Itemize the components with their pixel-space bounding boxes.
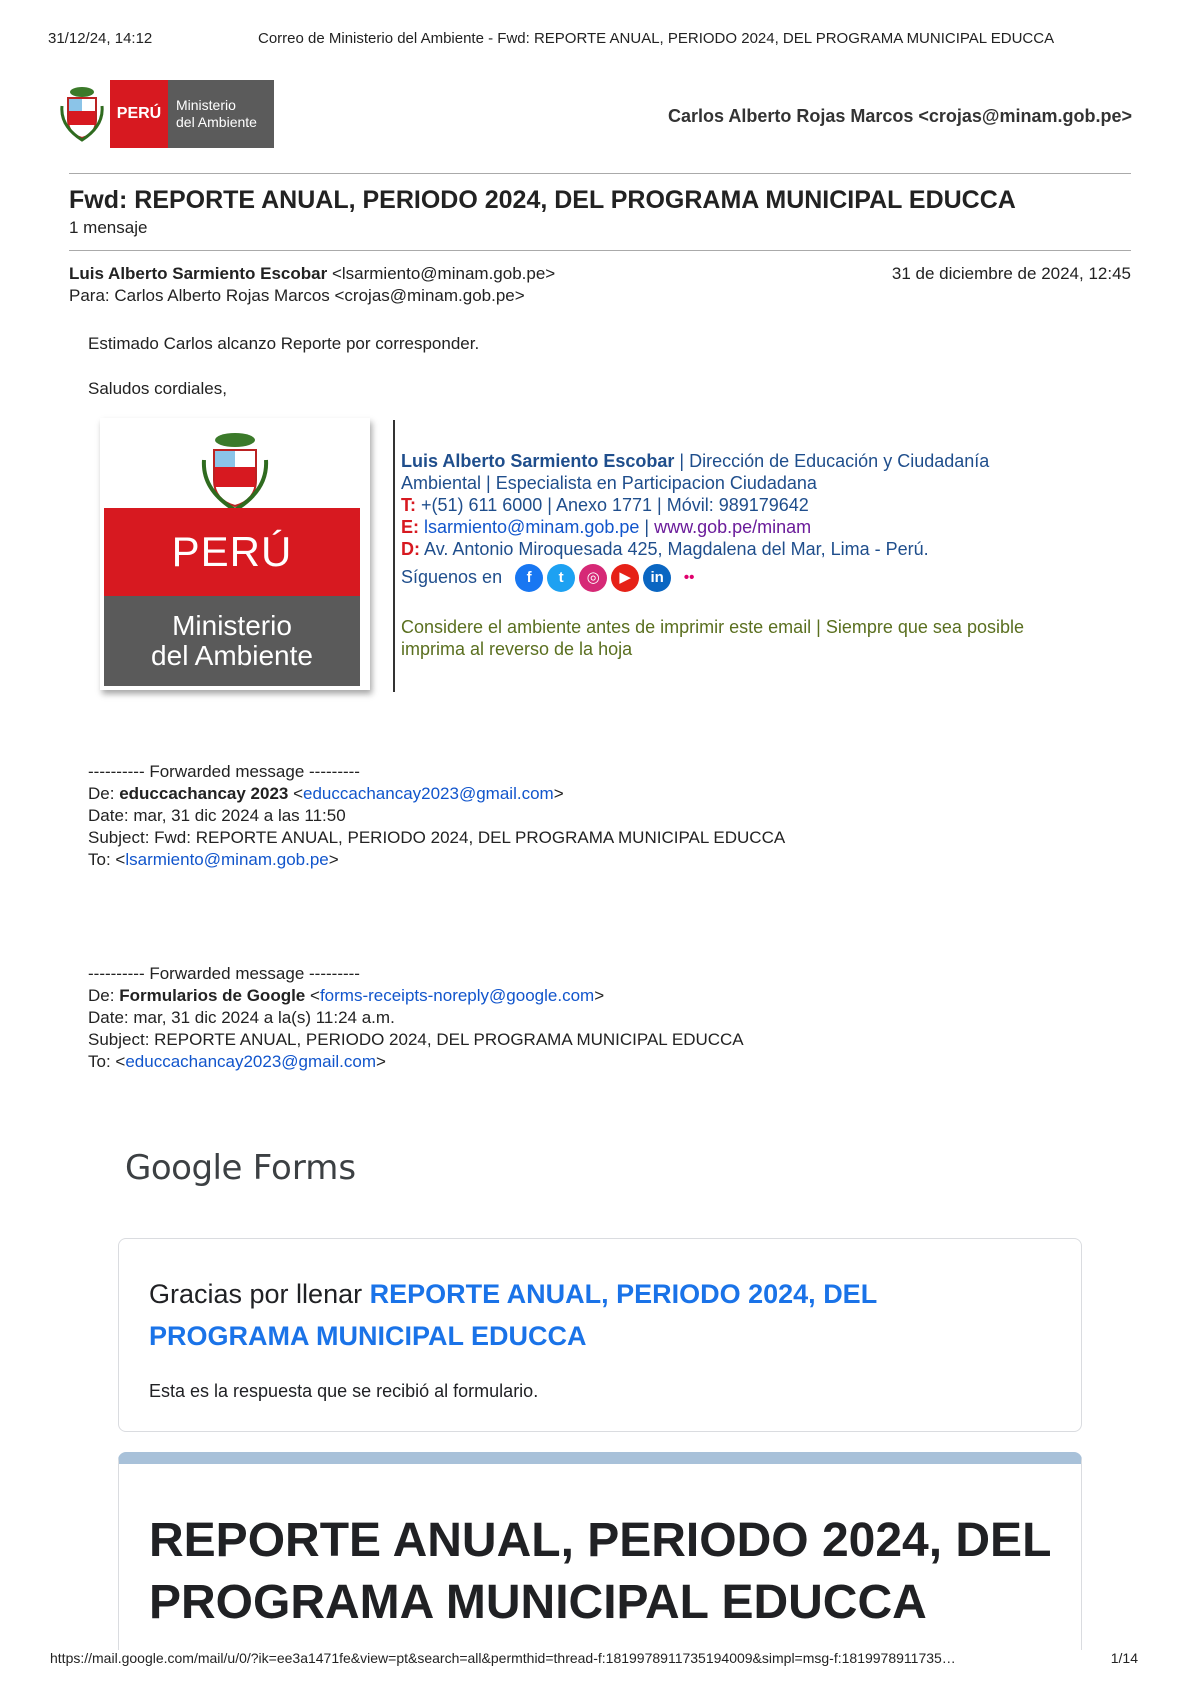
message-to: Para: Carlos Alberto Rojas Marcos <crojas@minam.gob.pe> bbox=[69, 286, 525, 305]
forward-date: Date: mar, 31 dic 2024 a las 11:50 bbox=[88, 806, 346, 825]
coat-of-arms-icon bbox=[60, 86, 104, 142]
sender-name: Luis Alberto Sarmiento Escobar bbox=[69, 264, 328, 283]
logo-peru: PERÚ bbox=[110, 80, 168, 148]
form-title-link[interactable]: REPORTE ANUAL, PERIODO 2024, DEL PROGRAMA MUNICIPAL EDUCCA bbox=[149, 1279, 877, 1351]
body-line: Saludos cordiales, bbox=[88, 379, 227, 398]
forward-to: To: <educcachancay2023@gmail.com> bbox=[88, 1052, 386, 1071]
flickr-icon[interactable]: •• bbox=[675, 564, 703, 592]
forward-date: Date: mar, 31 dic 2024 a la(s) 11:24 a.m. bbox=[88, 1008, 395, 1027]
signature-phone-line bbox=[401, 495, 809, 516]
message-count: 1 mensaje bbox=[69, 218, 148, 237]
instagram-icon[interactable]: ◎ bbox=[579, 564, 607, 592]
youtube-icon[interactable]: ▶ bbox=[611, 564, 639, 592]
print-footer bbox=[0, 1650, 1190, 1684]
signature-address: Av. Antonio Miroquesada 425, Magdalena del Mar, Lima - Perú. bbox=[420, 539, 929, 559]
forward-from: De: educcachancay 2023 <educcachancay2023@gmail.com> bbox=[88, 784, 564, 803]
signature-divider bbox=[393, 420, 395, 692]
forward-subject: Subject: Fwd: REPORTE ANUAL, PERIODO 2024, DEL PROGRAMA MUNICIPAL EDUCCA bbox=[88, 828, 786, 847]
signature-logo-line2: del Ambiente bbox=[151, 640, 313, 671]
to-label: To: bbox=[88, 1052, 116, 1071]
linkedin-icon[interactable]: in bbox=[643, 564, 671, 592]
logo-ministry bbox=[168, 80, 274, 148]
signature-name-line bbox=[401, 451, 989, 472]
signature-logo-peru: PERÚ bbox=[104, 508, 360, 596]
phone-label: T: bbox=[401, 495, 416, 515]
print-datetime: 31/12/24, 14:12 bbox=[48, 30, 153, 47]
logo-line1: Ministerio bbox=[176, 97, 236, 113]
thread-subject: Fwd: REPORTE ANUAL, PERIODO 2024, DEL PROGRAMA MUNICIPAL EDUCCA bbox=[69, 186, 1016, 214]
divider bbox=[69, 173, 1131, 174]
response-note: Esta es la respuesta que se recibió al formulario. bbox=[149, 1381, 539, 1401]
thanks-prefix: Gracias por llenar bbox=[149, 1279, 370, 1309]
address-label: D: bbox=[401, 539, 420, 559]
forward-sender-email[interactable]: educcachancay2023@gmail.com bbox=[303, 784, 554, 803]
signature-name: Luis Alberto Sarmiento Escobar bbox=[401, 451, 675, 471]
facebook-icon[interactable]: f bbox=[515, 564, 543, 592]
page-number: 1/14 bbox=[1110, 1650, 1138, 1666]
signature-role: | Dirección de Educación y Ciudadanía bbox=[674, 451, 990, 471]
email-label: E: bbox=[401, 517, 419, 537]
form-big-title: REPORTE ANUAL, PERIODO 2024, DEL PROGRAMA MUNICIPAL EDUCCA bbox=[149, 1514, 1051, 1629]
signature-email-link[interactable]: lsarmiento@minam.gob.pe bbox=[424, 517, 640, 537]
twitter-icon[interactable]: t bbox=[547, 564, 575, 592]
print-url: https://mail.google.com/mail/u/0/?ik=ee3a1471fe&view=pt&search=all&permthid=thread-f:1819978911735194009&simpl=msg-f:1819978911735… bbox=[50, 1650, 956, 1666]
eco-note-line2: imprima al reverso de la hoja bbox=[401, 639, 633, 659]
forward-to: To: <lsarmiento@minam.gob.pe> bbox=[88, 850, 339, 869]
signature-logo-line1: Ministerio bbox=[172, 610, 292, 641]
message-from bbox=[69, 264, 555, 284]
forms-wordmark: Forms bbox=[241, 1148, 357, 1188]
forward-recipient-email[interactable]: educcachancay2023@gmail.com bbox=[125, 1052, 377, 1071]
eco-note-line1: Considere el ambiente antes de imprimir este email | Siempre que sea posible bbox=[401, 617, 1024, 637]
forward-sender-name: Formularios de Google bbox=[119, 986, 306, 1005]
signature-social-line bbox=[401, 564, 707, 592]
logo-line2: del Ambiente bbox=[176, 114, 257, 130]
forward-header: ---------- Forwarded message --------- bbox=[88, 762, 360, 781]
ministry-logo bbox=[60, 80, 274, 148]
sender-email: <lsarmiento@minam.gob.pe> bbox=[331, 264, 556, 283]
signature-address-line bbox=[401, 539, 929, 560]
forms-thanks-card bbox=[118, 1238, 1082, 1432]
message-date: 31 de diciembre de 2024, 12:45 bbox=[891, 264, 1131, 283]
social-icons bbox=[515, 567, 707, 587]
forward-sender-name: educcachancay 2023 bbox=[119, 784, 289, 803]
forward-subject: Subject: REPORTE ANUAL, PERIODO 2024, DEL PROGRAMA MUNICIPAL EDUCCA bbox=[88, 1030, 744, 1049]
forward-from: De: Formularios de Google <forms-receipts-noreply@google.com> bbox=[88, 986, 605, 1005]
print-title: Correo de Ministerio del Ambiente - Fwd: REPORTE ANUAL, PERIODO 2024, DEL PROGRAMA MUNICIPAL EDUCCA bbox=[258, 30, 1055, 47]
forward-recipient-email[interactable]: lsarmiento@minam.gob.pe bbox=[125, 850, 329, 869]
signature-phone: +(51) 611 6000 | Anexo 1771 | Móvil: 989179642 bbox=[416, 495, 809, 515]
thanks-heading bbox=[149, 1273, 1009, 1357]
coat-of-arms-icon bbox=[200, 432, 270, 514]
follow-label: Síguenos en bbox=[401, 566, 503, 587]
google-forms-logo bbox=[125, 1148, 356, 1188]
signature-web-link[interactable]: www.gob.pe/minam bbox=[654, 517, 812, 537]
google-wordmark: Google bbox=[125, 1148, 242, 1188]
forward-header: ---------- Forwarded message --------- bbox=[88, 964, 360, 983]
account-name: Carlos Alberto Rojas Marcos <crojas@minam.gob.pe> bbox=[667, 106, 1132, 126]
signature-email-line bbox=[401, 517, 811, 538]
signature-role-line: Ambiental | Especialista en Participacion Ciudadana bbox=[401, 473, 817, 493]
to-label: To: bbox=[88, 850, 116, 869]
from-label: De: bbox=[88, 784, 120, 803]
signature-logo-ministry bbox=[104, 596, 360, 686]
signature-logo bbox=[100, 418, 370, 690]
signature-separator: | bbox=[639, 517, 655, 537]
from-label: De: bbox=[88, 986, 120, 1005]
body-line: Estimado Carlos alcanzo Reporte por corresponder. bbox=[88, 334, 480, 353]
forward-sender-email[interactable]: forms-receipts-noreply@google.com bbox=[319, 986, 595, 1005]
divider bbox=[69, 250, 1131, 251]
